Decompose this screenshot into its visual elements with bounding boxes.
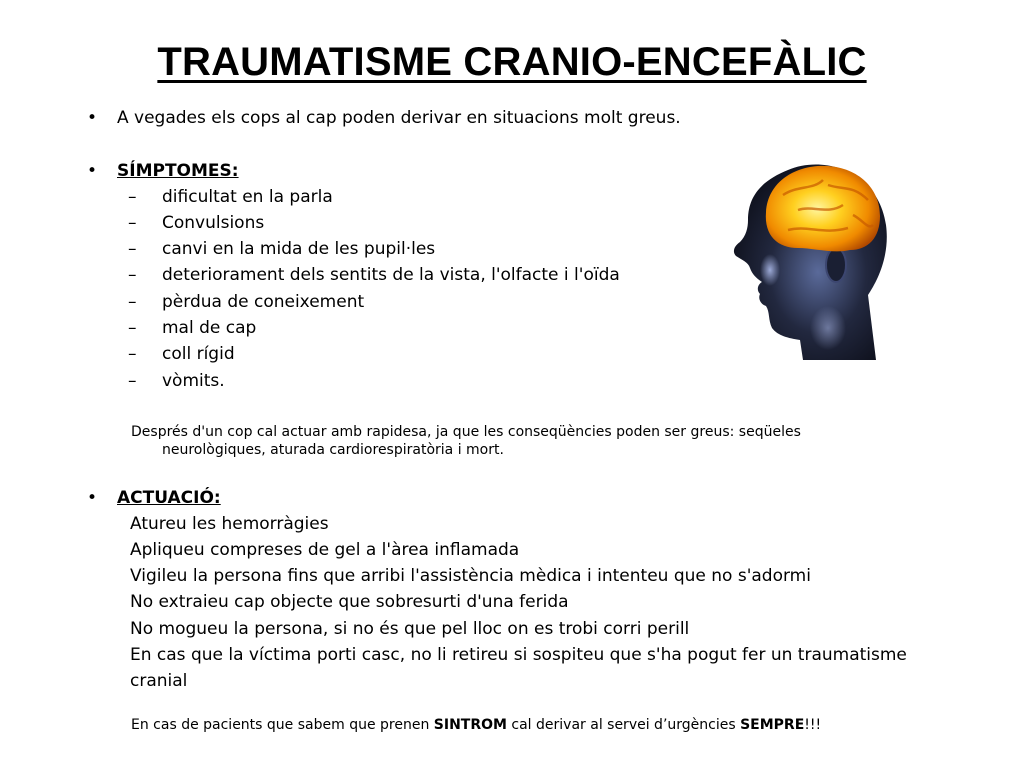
bullet-marker: • xyxy=(87,108,98,128)
warning-text: En cas de pacients que sabem que prenen xyxy=(131,717,434,733)
dash-marker: – xyxy=(128,344,137,364)
action-item: Vigileu la persona fins que arribi l'assistència mèdica i intenteu que no s'adormi xyxy=(130,566,811,586)
note-line: neurològiques, aturada cardiorespiratòria i mort. xyxy=(162,442,504,458)
symptom-item: canvi en la mida de les pupil·les xyxy=(162,239,436,259)
note-line: Després d'un cop cal actuar amb rapidesa, ja que les conseqüències poden ser greus: seqüeles xyxy=(131,424,801,440)
symptoms-note xyxy=(131,423,871,459)
symptom-item: deteriorament dels sentits de la vista, l'olfacte i l'oïda xyxy=(162,265,620,285)
face-highlight xyxy=(760,254,780,286)
symptom-item: mal de cap xyxy=(162,318,257,338)
dash-marker: – xyxy=(128,265,137,285)
symptom-item: pèrdua de coneixement xyxy=(162,292,365,312)
action-item: Atureu les hemorràgies xyxy=(130,514,329,534)
head-brain-image xyxy=(728,150,888,360)
dash-marker: – xyxy=(128,371,137,391)
action-item: cranial xyxy=(130,671,188,691)
page-title: TRAUMATISME CRANIO-ENCEFÀLIC xyxy=(157,40,867,84)
bullet-marker: • xyxy=(87,161,98,181)
dash-marker: – xyxy=(128,318,137,338)
symptom-item: vòmits. xyxy=(162,371,225,391)
dash-marker: – xyxy=(128,213,137,233)
dash-marker: – xyxy=(128,292,137,312)
symptoms-heading: SÍMPTOMES: xyxy=(117,161,239,181)
warning-text: cal derivar al servei d’urgències xyxy=(506,717,741,733)
warning-bold: SINTROM xyxy=(433,717,507,733)
bullet-marker: • xyxy=(87,488,98,508)
symptom-item: Convulsions xyxy=(162,213,265,233)
dash-marker: – xyxy=(128,239,137,259)
dash-marker: – xyxy=(128,187,137,207)
action-heading: ACTUACIÓ: xyxy=(117,488,221,508)
intro-text: A vegades els cops al cap poden derivar en situacions molt greus. xyxy=(117,108,681,128)
sintrom-warning xyxy=(131,717,821,733)
neck-highlight xyxy=(810,306,846,350)
ear-shape xyxy=(826,248,846,282)
warning-text: !!! xyxy=(804,717,822,733)
action-item: Apliqueu compreses de gel a l'àrea inflamada xyxy=(130,540,520,560)
action-item: No mogueu la persona, si no és que pel lloc on es trobi corri perill xyxy=(130,619,690,639)
symptom-item: dificultat en la parla xyxy=(162,187,333,207)
action-item: No extraieu cap objecte que sobresurti d'una ferida xyxy=(130,592,569,612)
action-item: En cas que la víctima porti casc, no li retireu si sospiteu que s'ha pogut fer un traumatisme xyxy=(130,645,907,665)
warning-bold: SEMPRE xyxy=(740,717,805,733)
symptom-item: coll rígid xyxy=(162,344,235,364)
